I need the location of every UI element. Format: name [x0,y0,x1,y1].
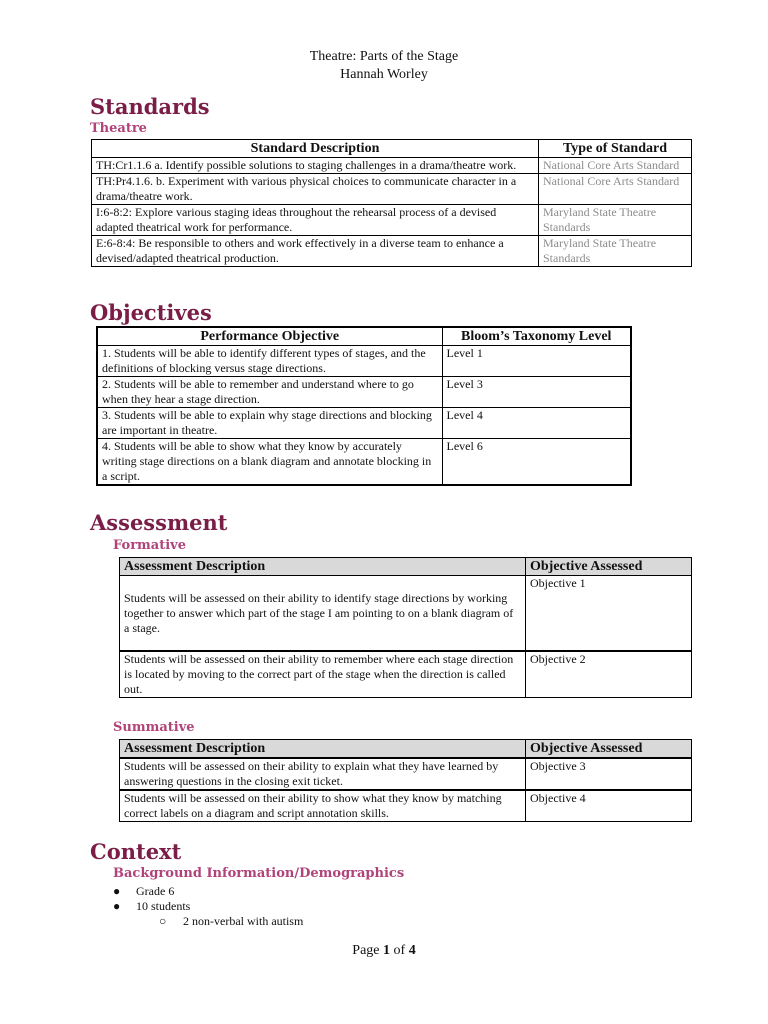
bullet-icon: ● [113,899,121,913]
table-row [92,158,692,174]
bullet-icon: ● [113,884,121,898]
standard-description: E:6-8:4: Be responsible to others and work effectively in a diverse team to enhance a devised/adapted theatrical production. [92,236,539,267]
standards-col-type: Type of Standard [539,140,692,158]
standard-type: National Core Arts Standard [539,174,692,205]
standards-table [91,139,692,267]
objective-assessed: Objective 2 [526,651,692,698]
blooms-level: Level 4 [442,408,631,439]
summative-col-objective: Objective Assessed [526,740,692,759]
table-row [120,576,692,652]
table-row [97,439,631,486]
table-row [120,790,692,822]
summative-table [119,739,692,822]
bullet-item: Grade 6 [136,884,175,898]
assessment-description: Students will be assessed on their ability to identify stage directions by working together to answer which part of the stage I am pointing to on a blank diagram of a stage. [120,576,526,652]
blooms-level: Level 1 [442,346,631,377]
table-row [97,346,631,377]
page-number [0,942,768,960]
objectives-heading: Objectives [90,300,212,325]
page-prefix: Page [352,943,384,958]
table-row [97,408,631,439]
summative-col-description: Assessment Description [120,740,526,759]
current-page: 1 [383,943,391,958]
objective-text: 3. Students will be able to explain why stage directions and blocking are important in theatre. [97,408,442,439]
standard-description: TH:Pr4.1.6. b. Experiment with various physical choices to communicate character in a drama/theatre work. [92,174,539,205]
table-row [92,236,692,267]
objectives-col-performance: Performance Objective [97,327,442,346]
document-author: Hannah Worley [340,67,428,82]
standard-type: Maryland State Theatre Standards [539,236,692,267]
bullet-item: 10 students [136,899,191,913]
objectives-table [96,326,632,486]
table-row [120,758,692,790]
assessment-description: Students will be assessed on their ability to remember where each stage direction is located by moving to the correct part of the stage when the direction is called out. [120,651,526,698]
formative-table [119,557,692,698]
standards-heading: Standards [90,94,210,119]
assessment-description: Students will be assessed on their ability to explain what they have learned by answering questions in the closing exit ticket. [120,758,526,790]
total-pages: 4 [408,943,416,958]
table-row [120,651,692,698]
sub-bullet-icon: ○ [159,914,167,928]
objective-assessed: Objective 1 [526,576,692,652]
sub-bullet-item: 2 non-verbal with autism [183,914,304,928]
objective-assessed: Objective 4 [526,790,692,822]
formative-subheading: Formative [113,538,186,553]
assessment-description: Students will be assessed on their ability to show what they know by matching correct labels on a diagram and script annotation skills. [120,790,526,822]
objective-text: 2. Students will be able to remember and understand where to go when they hear a stage direction. [97,377,442,408]
formative-col-objective: Objective Assessed [526,558,692,576]
standard-type: Maryland State Theatre Standards [539,205,692,236]
summative-subheading: Summative [113,720,195,735]
context-subheading: Background Information/Demographics [113,866,405,881]
standards-subheading: Theatre [90,121,147,136]
assessment-heading: Assessment [90,510,228,535]
formative-col-description: Assessment Description [120,558,526,576]
standard-type: National Core Arts Standard [539,158,692,174]
standard-description: TH:Cr1.1.6 a. Identify possible solutions to staging challenges in a drama/theatre work. [92,158,539,174]
context-heading: Context [90,839,182,864]
table-row [92,205,692,236]
document-title: Theatre: Parts of the Stage [309,49,459,64]
blooms-level: Level 6 [442,439,631,486]
objective-text: 4. Students will be able to show what they know by accurately writing stage directions on a blank diagram and annotate blocking in a script. [97,439,442,486]
objective-assessed: Objective 3 [526,758,692,790]
objective-text: 1. Students will be able to identify different types of stages, and the definitions of blocking versus stage directions. [97,346,442,377]
table-row [92,174,692,205]
table-row [97,377,631,408]
blooms-level: Level 3 [442,377,631,408]
standard-description: I:6-8:2: Explore various staging ideas throughout the rehearsal process of a devised adapted theatrical work for performance. [92,205,539,236]
objectives-col-blooms: Bloom’s Taxonomy Level [442,327,631,346]
page-of: of [390,943,409,958]
standards-col-description: Standard Description [92,140,539,158]
